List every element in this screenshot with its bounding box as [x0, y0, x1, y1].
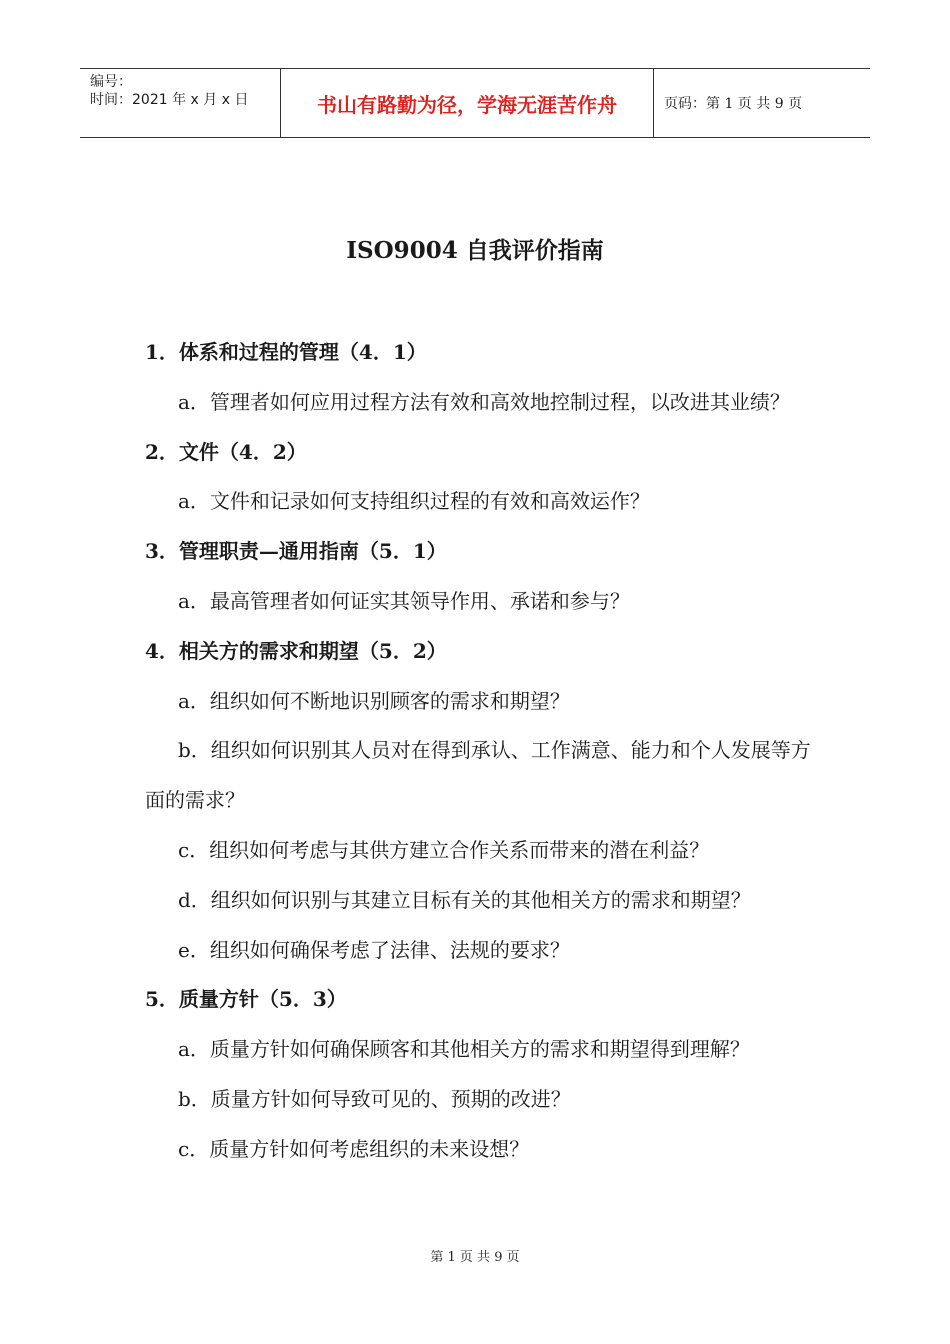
question-item: a．组织如何不断地识别顾客的需求和期望？: [178, 688, 570, 713]
section-heading: 4．相关方的需求和期望（5．2）: [145, 638, 447, 663]
section-heading: 1．体系和过程的管理（4．1）: [145, 340, 427, 364]
document-number-label: 编号：: [90, 74, 132, 90]
question-item: a．质量方针如何确保顾客和其他相关方的需求和期望得到理解？: [178, 1037, 750, 1062]
question-item: a．最高管理者如何证实其领导作用、承诺和参与？: [178, 588, 630, 613]
section-heading: 3．管理职责—通用指南（5．1）: [145, 539, 447, 564]
page-footer: 第 1 页 共 9 页: [430, 1250, 520, 1265]
header-left: [80, 69, 281, 137]
question-item: c．质量方针如何考虑组织的未来设想？: [178, 1136, 530, 1161]
question-item: b．组织如何识别其人员对在得到承认、工作满意、能力和个人发展等方面的需求？: [145, 738, 811, 813]
header-page-label: 页码：第 1 页 共 9 页: [664, 96, 803, 112]
question-item: a．文件和记录如何支持组织过程的有效和高效运作？: [178, 489, 650, 514]
document-title: ISO9004 自我评价指南: [346, 237, 604, 264]
question-item: b．质量方针如何导致可见的、预期的改进？: [178, 1086, 571, 1111]
page-header: [80, 68, 870, 138]
question-item: c．组织如何考虑与其供方建立合作关系而带来的潜在利益？: [178, 837, 710, 862]
question-item: d．组织如何识别与其建立目标有关的其他相关方的需求和期望？: [178, 887, 751, 912]
question-item: e．组织如何确保考虑了法律、法规的要求？: [178, 937, 570, 962]
section-heading: 2．文件（4．2）: [145, 439, 307, 464]
question-item: a．管理者如何应用过程方法有效和高效地控制过程，以改进其业绩？: [178, 389, 790, 414]
header-motto: 书山有路勤为径，学海无涯苦作舟: [281, 69, 654, 137]
document-date-label: 时间：2021 年 x 月 x 日: [90, 92, 249, 108]
document-body: [145, 328, 815, 1175]
section-heading: 5．质量方针（5．3）: [145, 987, 347, 1012]
